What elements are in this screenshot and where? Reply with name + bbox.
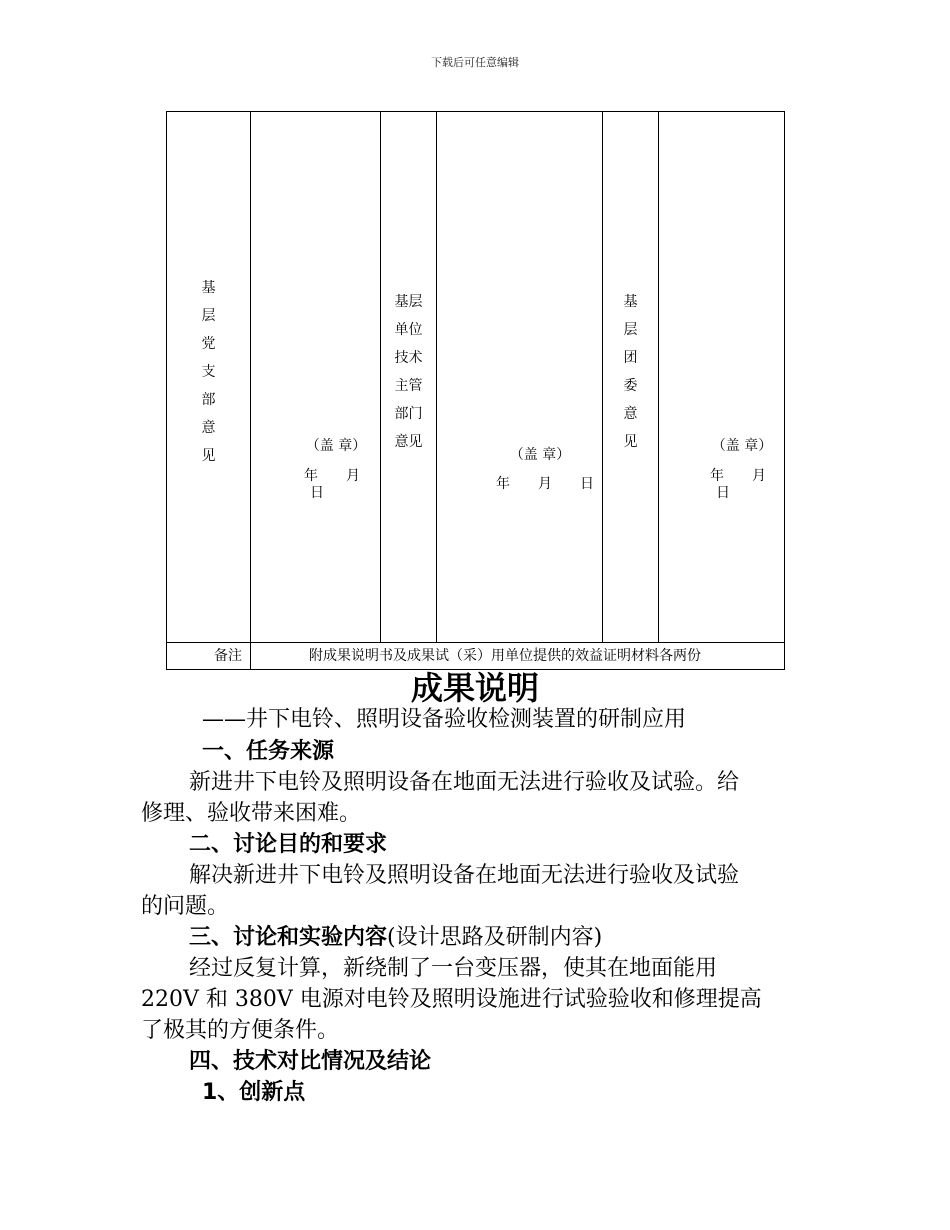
tech-dept-opinion-cell <box>437 112 603 643</box>
label-char: 意见 <box>394 434 423 450</box>
label-char: 党 <box>201 336 216 352</box>
section-1-paragraph: 新进井下电铃及照明设备在地面无法进行验收及试验。给 <box>189 770 740 795</box>
stamp-text: （盖 章） <box>711 438 773 454</box>
section-2-heading: 二、讨论目的和要求 <box>189 832 388 857</box>
stamp-text: （盖 章） <box>305 438 367 454</box>
label-char: 见 <box>201 448 216 464</box>
date-year-month: 年 月 <box>304 468 360 484</box>
label-char: 部 <box>201 392 216 408</box>
approval-table <box>166 111 785 670</box>
section-4-subheading: 1、创新点 <box>202 1080 306 1105</box>
header-note: 下载后可任意编辑 <box>431 56 519 69</box>
label-char: 意 <box>623 406 638 422</box>
label-char: 基 <box>201 280 216 296</box>
label-char: 委 <box>623 378 638 394</box>
label-char: 部门 <box>394 406 423 422</box>
section-3-heading-suffix: (设计思路及研制内容) <box>387 925 603 950</box>
section-2-paragraph-cont: 的问题。 <box>141 894 230 919</box>
label-char: 基层 <box>394 294 423 310</box>
youth-league-label <box>603 288 658 456</box>
section-1-paragraph-cont: 修理、验收带来困难。 <box>141 801 362 826</box>
section-1-heading: 一、任务来源 <box>202 739 335 764</box>
document-title: 成果说明 <box>410 669 539 707</box>
youth-league-label-cell <box>603 112 659 643</box>
party-branch-opinion-cell <box>251 112 381 643</box>
remark-text: 附成果说明书及成果试（采）用单位提供的效益证明材料各两份 <box>251 643 785 670</box>
label-char: 意 <box>201 420 216 436</box>
party-branch-label <box>167 274 250 470</box>
section-3-paragraph: 经过反复计算，新绕制了一台变压器，使其在地面能用 <box>189 956 718 981</box>
party-branch-label-cell <box>167 112 251 643</box>
section-3-paragraph-cont: 220V 和 380V 电源对电铃及照明设施进行试验验收和修理提高 <box>141 987 762 1012</box>
youth-league-opinion-cell <box>659 112 785 643</box>
subtitle: ——井下电铃、照明设备验收检测装置的研制应用 <box>202 707 687 732</box>
date-year-month: 年 月 <box>710 468 766 484</box>
label-char: 团 <box>623 350 638 366</box>
label-char: 层 <box>623 322 638 338</box>
label-char: 支 <box>201 364 216 380</box>
date-day: 日 <box>716 485 730 501</box>
label-char: 基 <box>623 294 638 310</box>
tech-dept-label-cell <box>381 112 437 643</box>
section-4-heading: 四、技术对比情况及结论 <box>189 1049 432 1074</box>
stamp-text: （盖 章） <box>509 447 571 463</box>
label-char: 主管 <box>394 378 423 394</box>
label-char: 单位 <box>394 322 423 338</box>
date-day: 日 <box>310 485 324 501</box>
remark-label: 备注 <box>167 643 251 670</box>
section-3-heading: 三、讨论和实验内容 <box>189 925 388 950</box>
label-char: 见 <box>623 434 638 450</box>
label-char: 技术 <box>394 350 423 366</box>
section-2-paragraph: 解决新进井下电铃及照明设备在地面无法进行验收及试验 <box>189 863 740 888</box>
section-3-heading-line <box>189 922 869 953</box>
label-char: 层 <box>201 308 216 324</box>
date-full: 年 月 日 <box>496 476 594 492</box>
tech-dept-label <box>381 288 436 456</box>
section-3-paragraph-end: 了极其的方便条件。 <box>141 1018 340 1043</box>
